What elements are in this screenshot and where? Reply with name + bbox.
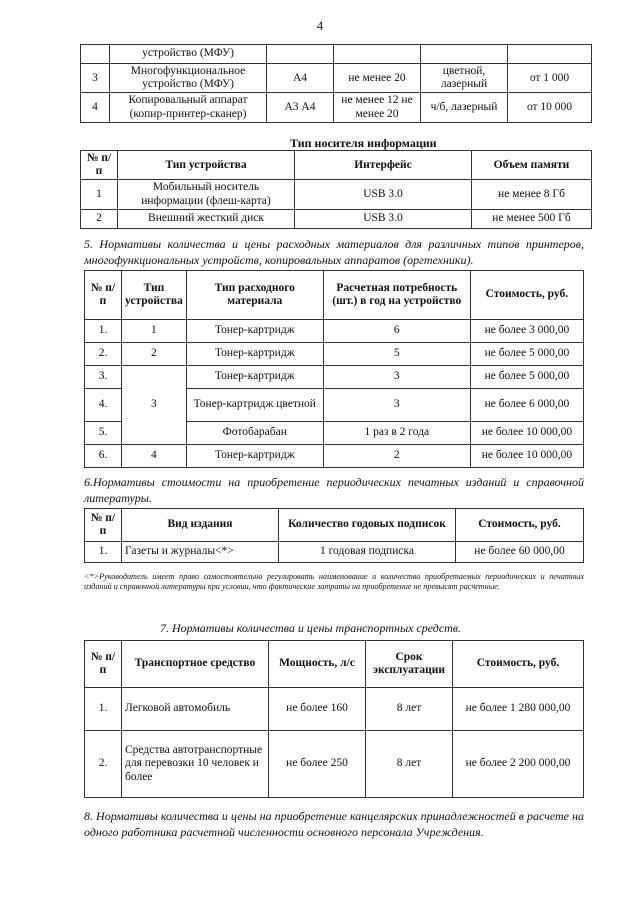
table-row: устройство (МФУ) xyxy=(81,45,592,64)
table-header: № п/п Тип устройства Интерфейс Объем памяти xyxy=(81,151,592,180)
table-row: 1 Мобильный носитель информации (флеш-карта) USB 3.0 не менее 8 Гб xyxy=(81,180,592,209)
page-number: 4 xyxy=(316,18,324,33)
table-row: 3 Многофункциональное устройство (МФУ) А4 не менее 20 цветной, лазерный от 1 000 xyxy=(81,64,592,93)
devices-table xyxy=(80,44,592,123)
transport-table xyxy=(84,640,584,798)
table-row: 1. Легковой автомобиль не более 160 8 лет не более 1 280 000,00 xyxy=(85,688,584,731)
table-header: № п/п Вид издания Количество годовых подписок Стоимость, руб. xyxy=(85,509,584,542)
press-table xyxy=(84,508,584,563)
table-header: № п/п Тип устройства Тип расходного материала Расчетная потребность (шт.) в год на устройство Стоимость, руб. xyxy=(85,271,584,320)
table-row: 5. Фотобарабан 1 раз в 2 года не более 10 000,00 xyxy=(85,422,584,445)
table-row: 2. 2 Тонер-картридж 5 не более 5 000,00 xyxy=(85,343,584,366)
table-row: 4. Тонер-картридж цветной 3 не более 6 000,00 xyxy=(85,389,584,422)
storage-title: Тип носителя информации xyxy=(290,136,437,150)
table-row: 1. 1 Тонер-картридж 6 не более 3 000,00 xyxy=(85,320,584,343)
table-header: № п/п Транспортное средство Мощность, л/с Срок эксплуатации Стоимость, руб. xyxy=(85,641,584,688)
section-7-heading: 7. Нормативы количества и цены транспортных средств. xyxy=(160,621,462,635)
section-8-heading: 8. Нормативы количества и цены на приобретение канцелярских принадлежностей в расчете на одного работника расчетной численности основного персонала Учреждения. xyxy=(84,809,584,840)
table-row: 4 Копировальный аппарат (копир-принтер-сканер) А3 А4 не менее 12 не менее 20 ч/б, лазерный от 10 000 xyxy=(81,93,592,122)
table-row: 3. 3 Тонер-картридж 3 не более 5 000,00 xyxy=(85,366,584,389)
table-row: 1. Газеты и журналы<*> 1 годовая подписка не более 60 000,00 xyxy=(85,542,584,563)
consumables-table xyxy=(84,270,584,468)
section-6-heading: 6.Нормативы стоимости на приобретение периодических печатных изданий и справочной литературы. xyxy=(84,475,584,506)
table-row: 2. Средства автотранспортные для перевозки 10 человек и более не более 250 8 лет не более 2 200 000,00 xyxy=(85,731,584,798)
table-row: 6. 4 Тонер-картридж 2 не более 10 000,00 xyxy=(85,445,584,468)
table-row: 2 Внешний жесткий диск USB 3.0 не менее 500 Гб xyxy=(81,209,592,228)
storage-table xyxy=(80,150,592,229)
footnote: <*>Руководитель имеет право самостоятельно регулировать наименование и количество приобретаемых периодических и печатных изданий и справочной литературы при условии, что фактические затраты на приобретение не превысят расчетные. xyxy=(84,572,584,592)
section-5-heading: 5. Нормативы количества и цены расходных материалов для различных типов принтеров, многофункциональных устройств, копировальных аппаратов (оргтехники). xyxy=(84,237,584,268)
